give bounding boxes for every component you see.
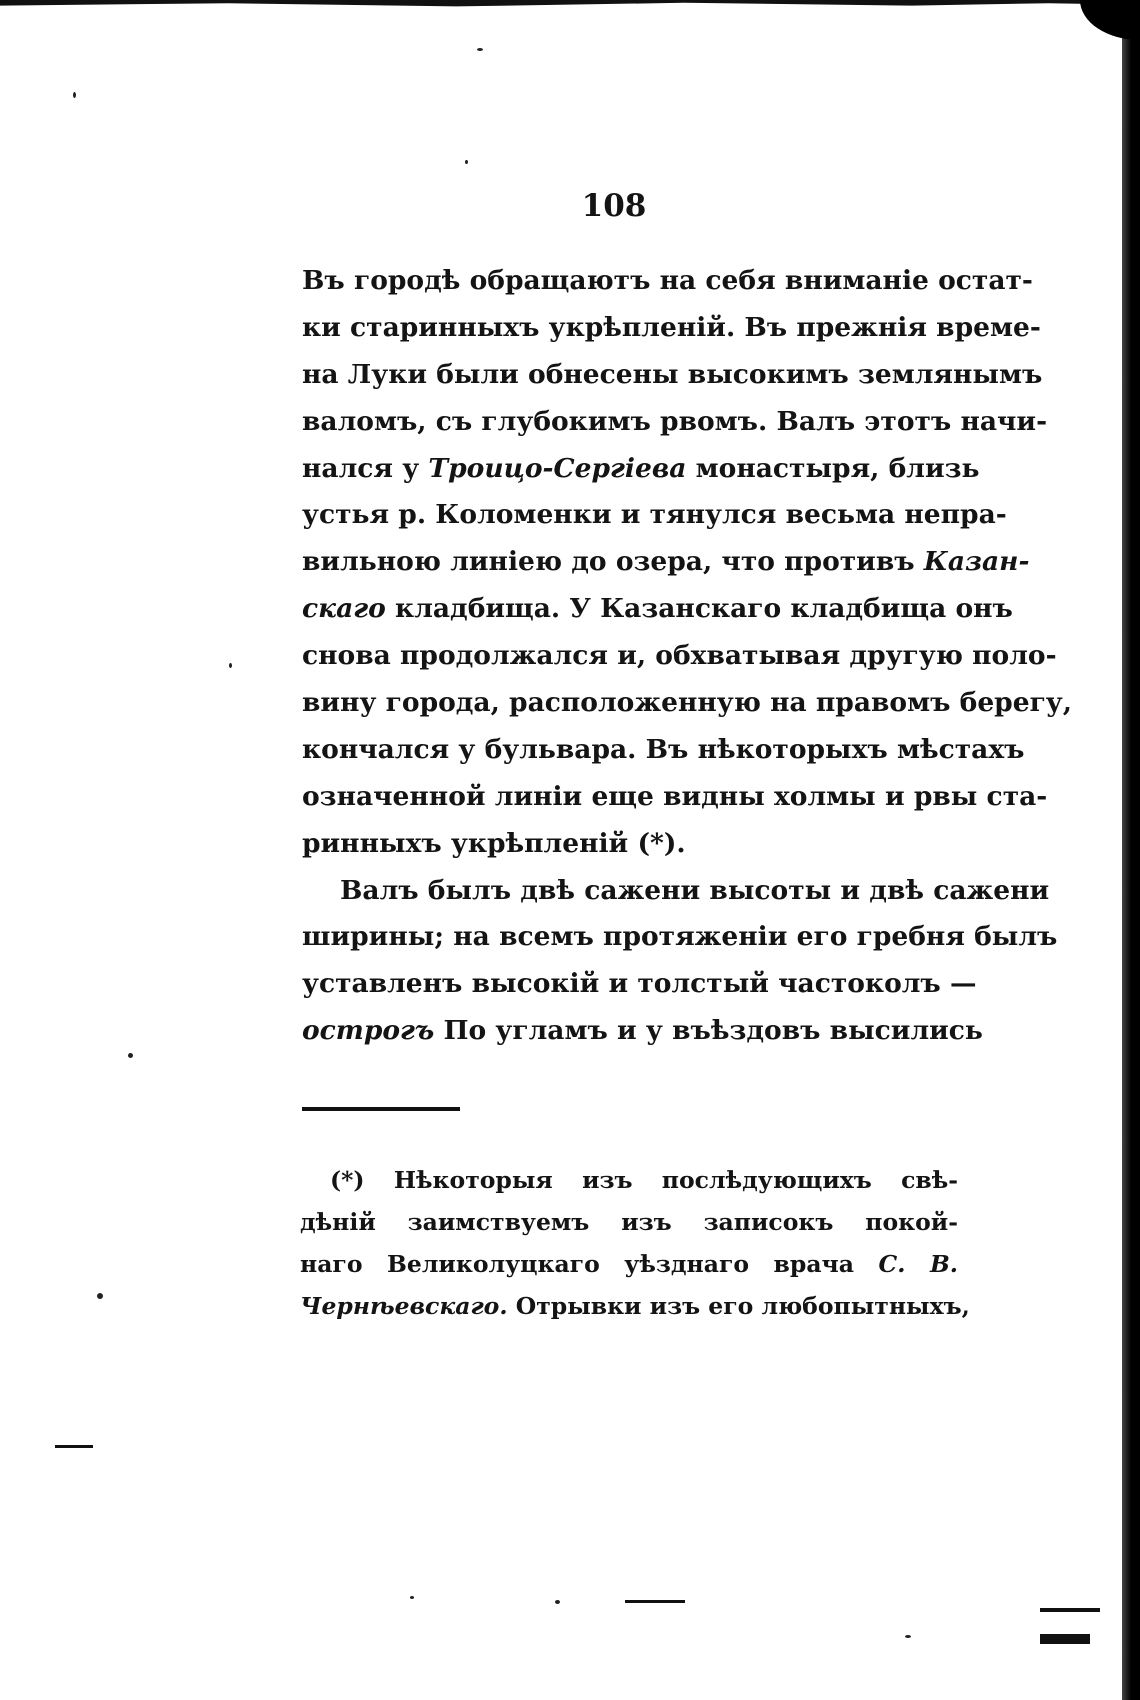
text-run: кончался у бульвара. Въ нѣкоторыхъ мѣстахъ [302, 733, 1025, 765]
text-line [302, 680, 1073, 727]
text-run: ширины; на всемъ протяженіи его гребня былъ [302, 921, 1058, 953]
scan-corner-shadow [1080, 0, 1140, 40]
scan-speck [73, 92, 76, 98]
text-run: По угламъ и у въѣздовъ высились [434, 1015, 983, 1047]
scan-speck [128, 1053, 133, 1058]
text-run: Валъ былъ двѣ сажени высоты и двѣ сажени [340, 874, 1050, 906]
text-run: на Луки были обнесены высокимъ землянымъ [302, 358, 1043, 390]
text-run: Въ городѣ обращаютъ на себя вниманіе остат- [302, 265, 1033, 296]
footnote [300, 1159, 970, 1327]
text-run: вину города, расположенную на правомъ берегу, [302, 687, 1073, 719]
page-number: 108 [581, 188, 647, 224]
scan-bottom-mark [1040, 1608, 1100, 1612]
scan-margin-mark [55, 1445, 93, 1448]
italic-text: Чернѣевскаго. [300, 1292, 508, 1320]
text-line [300, 1285, 970, 1327]
text-line [302, 258, 1033, 305]
text-run: Отрывки изъ его любопытныхъ, [507, 1292, 970, 1320]
text-line [302, 539, 1030, 586]
text-line [302, 1008, 983, 1055]
text-run: вильною линіею до озера, что противъ [302, 546, 924, 578]
text-run: устья р. Коломенки и тянулся весьма непра- [302, 499, 1007, 531]
text-run: валомъ, съ глубокимъ рвомъ. Валъ этотъ начи- [302, 405, 1048, 437]
scan-right-edge [1122, 0, 1140, 1700]
text-run: (*) Нѣкоторыя изъ послѣдующихъ свѣ- [330, 1166, 958, 1194]
text-line [302, 961, 977, 1008]
scan-speck [555, 1600, 560, 1604]
text-line [302, 446, 980, 493]
scan-speck [97, 1293, 103, 1299]
text-run: нался у [302, 452, 429, 484]
text-line [302, 774, 1048, 821]
text-run: дѣній заимствуемъ изъ записокъ покой- [300, 1208, 958, 1236]
text-line [302, 586, 1013, 633]
text-run: ринныхъ укрѣпленій (*). [302, 827, 686, 859]
text-run: уставленъ высокій и толстый частоколъ — [302, 968, 977, 1000]
text-line [302, 868, 1050, 915]
footnote-separator [302, 1107, 460, 1111]
italic-text: С. В. [878, 1250, 958, 1278]
italic-text: Казан- [923, 546, 1030, 578]
scan-speck [477, 48, 483, 51]
scan-speck [905, 1635, 911, 1638]
text-line [302, 914, 1058, 961]
text-run: ки старинныхъ укрѣпленій. Въ прежнія време- [302, 311, 1041, 343]
italic-text: скаго [302, 593, 386, 625]
scan-bottom-mark [625, 1600, 685, 1603]
text-line [302, 727, 1025, 774]
text-line [300, 1243, 958, 1285]
scan-top-edge [0, 0, 1140, 8]
scan-speck [229, 663, 232, 668]
text-run: снова продолжался и, обхватывая другую поло- [302, 640, 1057, 672]
text-line [302, 305, 1041, 352]
text-line [302, 352, 1043, 399]
text-line [302, 821, 956, 868]
text-line [300, 1201, 958, 1243]
text-run: монастыря, близь [686, 452, 980, 484]
scan-bottom-mark [1040, 1634, 1090, 1644]
scan-speck [465, 160, 468, 164]
italic-text: Троицо-Сергіева [428, 452, 687, 484]
text-line [300, 1159, 958, 1201]
text-run: наго Великолуцкаго уѣзднаго врача [300, 1250, 879, 1278]
body-paragraphs [302, 258, 1073, 1055]
text-line [302, 492, 1007, 539]
text-run: означенной линіи еще видны холмы и рвы ста- [302, 780, 1048, 812]
text-line [302, 633, 1057, 680]
scan-speck [410, 1596, 414, 1599]
text-line [302, 399, 1048, 446]
italic-text: острогъ [302, 1015, 435, 1047]
text-run: кладбища. У Казанскаго кладбища онъ [385, 593, 1013, 625]
